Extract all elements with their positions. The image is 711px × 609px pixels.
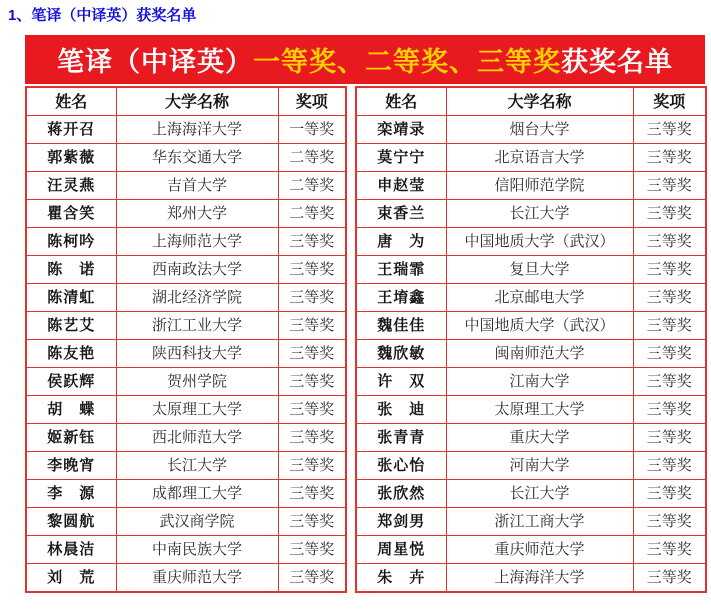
- winner-name: 瞿含笑: [26, 200, 116, 228]
- university-name: 河南大学: [446, 452, 633, 480]
- university-name: 武汉商学院: [116, 508, 278, 536]
- table-row: [26, 200, 346, 228]
- winner-name: 林晨洁: [26, 536, 116, 564]
- university-name: 太原理工大学: [116, 396, 278, 424]
- university-name: 西北师范大学: [116, 424, 278, 452]
- winner-name: 陈 诺: [26, 256, 116, 284]
- winner-name: 张欣然: [356, 480, 446, 508]
- award-level: 三等奖: [633, 564, 706, 593]
- award-table-left: [25, 86, 347, 593]
- table-row: [26, 228, 346, 256]
- winner-name: 汪灵燕: [26, 172, 116, 200]
- university-name: 上海海洋大学: [116, 116, 278, 144]
- table-row: [26, 564, 346, 593]
- table-row: [26, 508, 346, 536]
- winner-name: 周星悦: [356, 536, 446, 564]
- university-name: 华东交通大学: [116, 144, 278, 172]
- winner-name: 刘 荒: [26, 564, 116, 593]
- table-row: [26, 452, 346, 480]
- table-row: [356, 508, 706, 536]
- table-row: [356, 200, 706, 228]
- column-header-university: 大学名称: [116, 87, 278, 116]
- university-name: 重庆师范大学: [446, 536, 633, 564]
- table-header-row: [26, 87, 346, 116]
- winner-name: 蒋开召: [26, 116, 116, 144]
- university-name: 陕西科技大学: [116, 340, 278, 368]
- winner-name: 陈艺艾: [26, 312, 116, 340]
- award-level: 三等奖: [633, 480, 706, 508]
- winner-name: 郑剑男: [356, 508, 446, 536]
- table-row: [26, 312, 346, 340]
- table-row: [26, 368, 346, 396]
- table-row: [356, 480, 706, 508]
- award-level: 三等奖: [633, 228, 706, 256]
- winner-name: 王堉鑫: [356, 284, 446, 312]
- table-row: [356, 284, 706, 312]
- university-name: 长江大学: [446, 200, 633, 228]
- university-name: 上海师范大学: [116, 228, 278, 256]
- university-name: 烟台大学: [446, 116, 633, 144]
- award-level: 三等奖: [633, 452, 706, 480]
- university-name: 江南大学: [446, 368, 633, 396]
- award-level: 三等奖: [633, 536, 706, 564]
- table-row: [26, 172, 346, 200]
- table-row: [26, 256, 346, 284]
- table-row: [356, 228, 706, 256]
- table-row: [356, 368, 706, 396]
- award-level: 三等奖: [278, 508, 346, 536]
- banner-text-prefix: 笔译（中译英）: [57, 47, 253, 78]
- table-row: [356, 424, 706, 452]
- winner-name: 栾靖录: [356, 116, 446, 144]
- university-name: 成都理工大学: [116, 480, 278, 508]
- university-name: 中国地质大学（武汉）: [446, 228, 633, 256]
- winner-name: 唐 为: [356, 228, 446, 256]
- university-name: 北京语言大学: [446, 144, 633, 172]
- university-name: 上海海洋大学: [446, 564, 633, 593]
- award-level: 三等奖: [633, 144, 706, 172]
- award-level: 三等奖: [278, 284, 346, 312]
- table-row: [356, 452, 706, 480]
- award-level: 三等奖: [278, 564, 346, 593]
- university-name: 郑州大学: [116, 200, 278, 228]
- column-header-name: 姓名: [26, 87, 116, 116]
- award-level: 三等奖: [633, 116, 706, 144]
- table-header-row: [356, 87, 706, 116]
- award-level: 三等奖: [633, 340, 706, 368]
- university-name: 太原理工大学: [446, 396, 633, 424]
- winner-name: 陈友艳: [26, 340, 116, 368]
- university-name: 中南民族大学: [116, 536, 278, 564]
- university-name: 中国地质大学（武汉）: [446, 312, 633, 340]
- winner-name: 张青青: [356, 424, 446, 452]
- table-row: [356, 172, 706, 200]
- award-level: 三等奖: [278, 424, 346, 452]
- award-level: 二等奖: [278, 172, 346, 200]
- award-level: 三等奖: [633, 172, 706, 200]
- tables-container: [25, 86, 711, 593]
- university-name: 复旦大学: [446, 256, 633, 284]
- table-row: [356, 144, 706, 172]
- table-row: [356, 116, 706, 144]
- award-level: 三等奖: [278, 536, 346, 564]
- winner-name: 李晚宵: [26, 452, 116, 480]
- winner-name: 魏欣敏: [356, 340, 446, 368]
- winner-name: 陈清虹: [26, 284, 116, 312]
- university-name: 西南政法大学: [116, 256, 278, 284]
- award-level: 三等奖: [633, 256, 706, 284]
- award-level: 三等奖: [278, 256, 346, 284]
- award-level: 三等奖: [278, 396, 346, 424]
- award-level: 三等奖: [633, 424, 706, 452]
- university-name: 浙江工商大学: [446, 508, 633, 536]
- banner-text-suffix: 获奖名单: [561, 47, 673, 78]
- table-row: [26, 340, 346, 368]
- award-level: 三等奖: [633, 508, 706, 536]
- winner-name: 张 迪: [356, 396, 446, 424]
- table-row: [356, 340, 706, 368]
- award-level: 三等奖: [633, 200, 706, 228]
- table-row: [356, 564, 706, 593]
- winner-name: 黎圆航: [26, 508, 116, 536]
- table-row: [26, 536, 346, 564]
- award-level: 三等奖: [278, 368, 346, 396]
- award-level: 三等奖: [633, 368, 706, 396]
- university-name: 吉首大学: [116, 172, 278, 200]
- university-name: 重庆师范大学: [116, 564, 278, 593]
- column-header-award: 奖项: [278, 87, 346, 116]
- table-row: [26, 144, 346, 172]
- table-row: [26, 480, 346, 508]
- winner-name: 张心怡: [356, 452, 446, 480]
- table-row: [356, 536, 706, 564]
- winner-name: 朱 卉: [356, 564, 446, 593]
- university-name: 重庆大学: [446, 424, 633, 452]
- university-name: 长江大学: [446, 480, 633, 508]
- table-row: [356, 396, 706, 424]
- winner-name: 魏佳佳: [356, 312, 446, 340]
- university-name: 贺州学院: [116, 368, 278, 396]
- winner-name: 胡 蝶: [26, 396, 116, 424]
- table-row: [356, 256, 706, 284]
- section-heading: 1、笔译（中译英）获奖名单: [8, 7, 197, 24]
- table-row: [26, 116, 346, 144]
- winner-name: 许 双: [356, 368, 446, 396]
- table-row: [356, 312, 706, 340]
- award-level: 二等奖: [278, 200, 346, 228]
- university-name: 浙江工业大学: [116, 312, 278, 340]
- award-level: 三等奖: [633, 312, 706, 340]
- award-level: 三等奖: [278, 480, 346, 508]
- winner-name: 王瑞霏: [356, 256, 446, 284]
- table-row: [26, 396, 346, 424]
- award-level: 一等奖: [278, 116, 346, 144]
- award-level: 三等奖: [633, 396, 706, 424]
- winner-name: 李 源: [26, 480, 116, 508]
- banner-text-award-levels: 一等奖、二等奖、三等奖: [253, 47, 561, 78]
- table-row: [26, 424, 346, 452]
- award-level: 三等奖: [278, 452, 346, 480]
- university-name: 闽南师范大学: [446, 340, 633, 368]
- university-name: 长江大学: [116, 452, 278, 480]
- winner-name: 姬新钰: [26, 424, 116, 452]
- winner-name: 束香兰: [356, 200, 446, 228]
- award-table-right: [355, 86, 707, 593]
- column-header-name: 姓名: [356, 87, 446, 116]
- university-name: 北京邮电大学: [446, 284, 633, 312]
- award-level: 三等奖: [633, 284, 706, 312]
- winner-name: 莫宁宁: [356, 144, 446, 172]
- column-header-university: 大学名称: [446, 87, 633, 116]
- column-header-award: 奖项: [633, 87, 706, 116]
- table-row: [26, 284, 346, 312]
- winner-name: 陈柯吟: [26, 228, 116, 256]
- award-banner: [25, 35, 705, 84]
- university-name: 湖北经济学院: [116, 284, 278, 312]
- award-level: 二等奖: [278, 144, 346, 172]
- winner-name: 郭紫薇: [26, 144, 116, 172]
- award-level: 三等奖: [278, 340, 346, 368]
- university-name: 信阳师范学院: [446, 172, 633, 200]
- award-level: 三等奖: [278, 228, 346, 256]
- winner-name: 侯跃辉: [26, 368, 116, 396]
- winner-name: 申赵莹: [356, 172, 446, 200]
- award-level: 三等奖: [278, 312, 346, 340]
